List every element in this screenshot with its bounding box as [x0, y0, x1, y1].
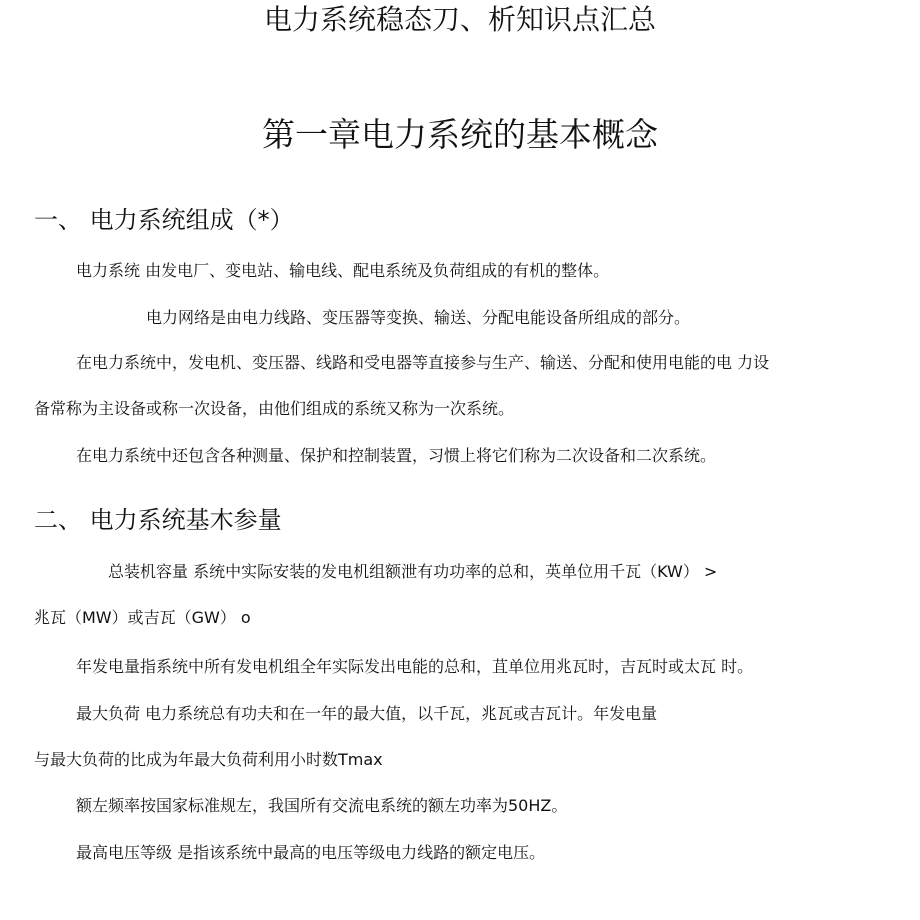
paragraph-secondary-equipment: 在电力系统中还包含各种测量、保护和控制装置，习惯上将它们称为二次设备和二次系统。 — [76, 446, 717, 465]
paragraph-primary-equipment-line2: 备常称为主设备或称一次设备，由他们组成的系统又称为一次系统。 — [34, 399, 515, 418]
paragraph-installed-capacity-line2: 兆瓦（MW）或吉瓦（GW） o — [34, 608, 251, 627]
section-heading-composition: 一、 电力系统组成（*） — [34, 206, 294, 234]
paragraph-installed-capacity-line1: 总装机容量 系统中实际安装的发电机组额泄有功功率的总和，英单位用千瓦（KW） > — [108, 562, 718, 581]
paragraph-primary-equipment-line1: 在电力系统中，发电机、变压器、线路和受电器等直接参与生产、输送、分配和使用电能的电 力设 — [76, 353, 770, 372]
paragraph-highest-voltage-level: 最高电压等级 是指该系统中最高的电压等级电力线路的额定电压。 — [76, 843, 546, 862]
paragraph-power-network-definition: 电力网络是由电力线路、变压器等变换、输送、分配电能设备所组成的部分。 — [146, 308, 691, 327]
section-heading-basic-parameters: 二、 电力系统基木参量 — [34, 506, 282, 534]
document-title: 电力系统稳态刀、析知识点汇总 — [263, 3, 656, 36]
paragraph-maximum-load-line1: 最大负荷 电力系统总有功夫和在一年的最大值，以千瓦，兆瓦或吉瓦计。年发电量 — [76, 704, 658, 723]
paragraph-rated-frequency: 额左频率按国家标准规左，我国所有交流电系统的额左功率为50HZ。 — [76, 796, 568, 815]
paragraph-power-system-definition: 电力系统 由发电厂、变电站、输电线、配电系统及负荷组成的有机的整体。 — [76, 261, 610, 280]
chapter-title: 第一章电力系统的基本概念 — [262, 115, 658, 154]
paragraph-annual-generation: 年发电量指系统中所有发电机组全年实际发出电能的总和，苴单位用兆瓦时，吉瓦时或太瓦 时。 — [76, 657, 754, 676]
paragraph-maximum-load-line2: 与最大负荷的比成为年最大负荷利用小时数Tmax — [34, 750, 383, 769]
